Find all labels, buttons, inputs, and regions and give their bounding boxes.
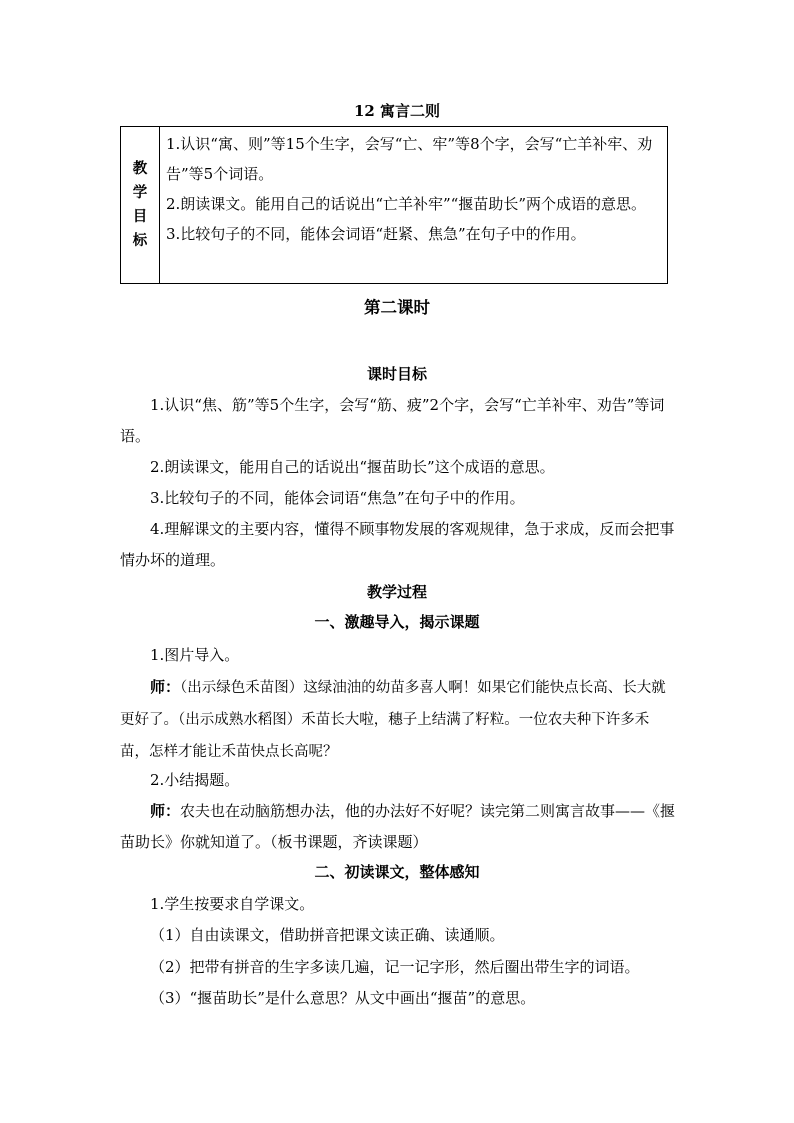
section2-step1: 1.学生按要求自学课文。 bbox=[150, 895, 315, 913]
label-char: 教 bbox=[132, 160, 148, 177]
section1-heading: 一、激趣导入，揭示课题 bbox=[314, 613, 480, 631]
teacher-text: 农夫也在动脑筋想办法，他的办法好不好呢？读完第二则寓言故事——《揠苗助长》你就知道了。（板书课题，齐读课题） bbox=[120, 802, 676, 851]
teacher-label: 师： bbox=[150, 678, 181, 696]
teaching-goals-table bbox=[120, 126, 668, 284]
goal-item: 1.认识“寓、则”等15个生字，会写“亡、牢”等8个字，会写“亡羊补牢、劝告”等5个词语。 bbox=[166, 135, 653, 183]
goal-item: 2.朗读课文。能用自己的话说出“亡羊补牢”“揠苗助长”两个成语的意思。 bbox=[166, 195, 646, 213]
process-heading: 教学过程 bbox=[366, 583, 427, 601]
class-goal-item: 4.理解课文的主要内容，懂得不顾事物发展的客观规律，急于求成，反而会把事情办坏的道理。 bbox=[120, 520, 675, 569]
section2-sub3: （3）“揠苗助长”是什么意思？从文中画出“揠苗”的意思。 bbox=[150, 989, 536, 1007]
session-title: 第二课时 bbox=[364, 298, 430, 317]
teacher-paragraph-1 bbox=[120, 672, 676, 768]
class-goal-item: 2.朗读课文，能用自己的话说出“揠苗助长”这个成语的意思。 bbox=[150, 458, 555, 476]
lesson-title: 12 寓言二则 bbox=[353, 102, 441, 120]
section2-sub2: （2）把带有拼音的生字多读几遍，记一记字形，然后圈出带生字的词语。 bbox=[150, 958, 640, 976]
teacher-paragraph-2 bbox=[120, 796, 676, 858]
label-char: 标 bbox=[132, 232, 148, 249]
section2-sub1: （1）自由读课文，借助拼音把课文读正确、读通顺。 bbox=[150, 926, 505, 944]
teacher-label: 师： bbox=[150, 802, 181, 820]
section1-step1: 1.图片导入。 bbox=[150, 646, 240, 664]
section1-step2: 2.小结揭题。 bbox=[150, 771, 240, 789]
teaching-goals-content bbox=[160, 127, 668, 284]
label-char: 目 bbox=[132, 208, 148, 225]
section2-heading: 二、初读课文，整体感知 bbox=[314, 863, 480, 881]
teacher-text: （出示绿色禾苗图）这绿油油的幼苗多喜人啊！如果它们能快点长高、长大就更好了。（出示成熟水稻图）禾苗长大啦，穗子上结满了籽粒。一位农夫种下许多禾苗，怎样才能让禾苗快点长高呢？ bbox=[120, 680, 666, 760]
teaching-goals-label bbox=[121, 127, 160, 284]
class-goal-item: 3.比较句子的不同，能体会词语“焦急”在句子中的作用。 bbox=[150, 489, 525, 507]
class-goal-item: 1.认识“焦、筋”等5个生字，会写“筋、疲”2个字，会写“亡羊补牢、劝告”等词语。 bbox=[120, 396, 665, 445]
label-char: 学 bbox=[132, 184, 148, 201]
goal-item: 3.比较句子的不同，能体会词语“赶紧、焦急”在句子中的作用。 bbox=[166, 225, 586, 243]
class-goals-heading: 课时目标 bbox=[366, 365, 427, 383]
